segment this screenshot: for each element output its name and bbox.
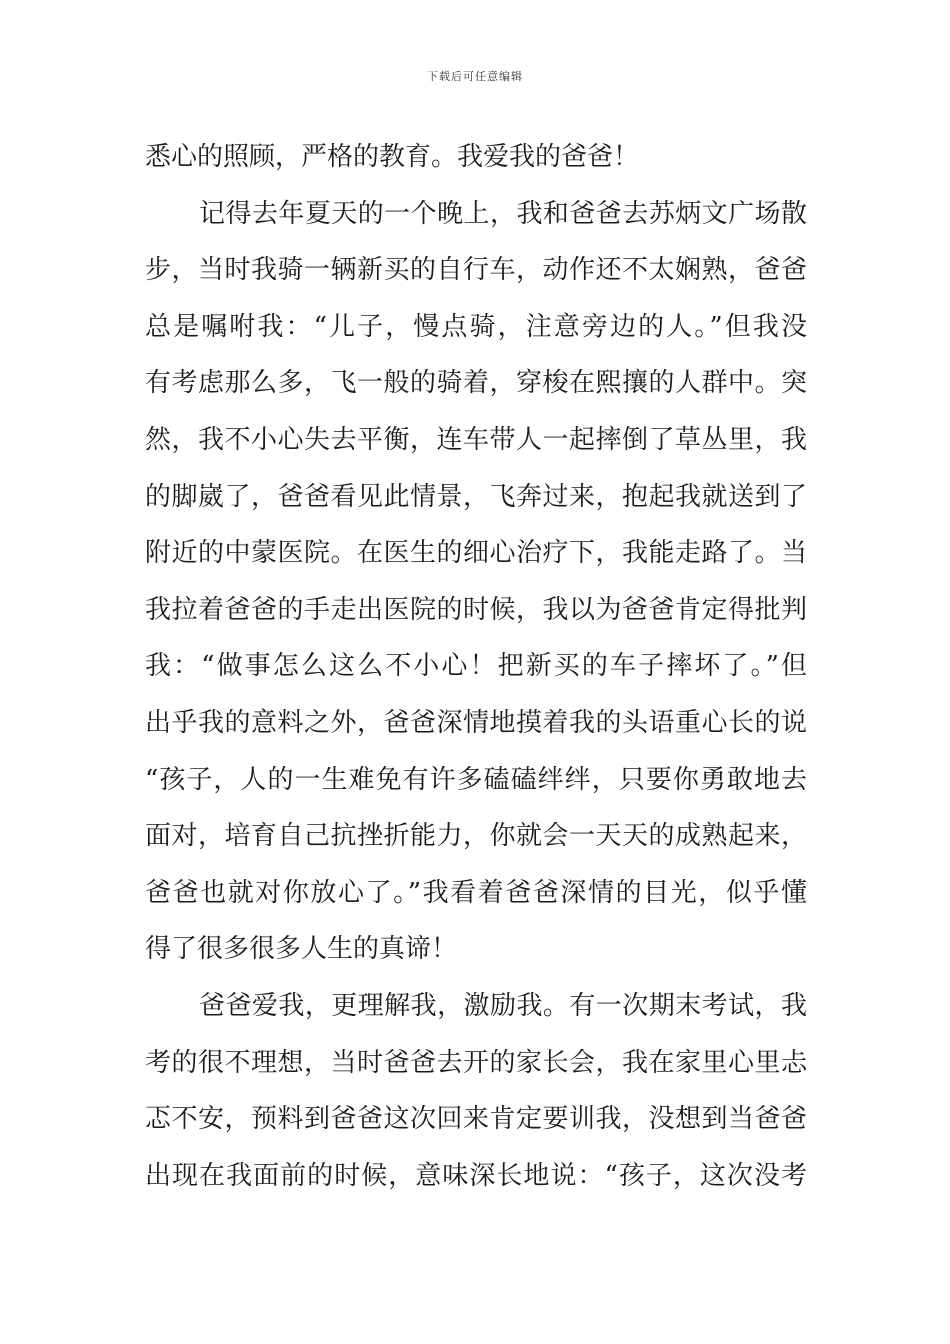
text-line: 步，当时我骑一辆新买的自行车，动作还不太娴熟，爸爸 <box>145 255 807 286</box>
text-line: 得了很多很多人生的真谛！ <box>145 934 458 965</box>
text-line: 附近的中蒙医院。在医生的细心治疗下，我能走路了。当 <box>145 538 807 569</box>
text-line: 我：“做事怎么这么不小心！把新买的车子摔坏了。”但 <box>145 651 807 682</box>
text-line: 我拉着爸爸的手走出医院的时候，我以为爸爸肯定得批判 <box>145 594 807 625</box>
text-line: 然，我不小心失去平衡，连车带人一起摔倒了草丛里，我 <box>145 424 807 455</box>
text-line: 悉心的照顾，严格的教育。我爱我的爸爸！ <box>145 142 640 172</box>
page-header: 下载后可任意编辑 <box>427 70 523 83</box>
text-line: 记得去年夏天的一个晚上，我和爸爸去苏炳文广场散 <box>199 198 807 229</box>
text-line: 总是嘱咐我：“儿子，慢点骑，注意旁边的人。”但我没 <box>145 311 807 342</box>
text-line: 的脚崴了，爸爸看见此情景，飞奔过来，抱起我就送到了 <box>145 481 807 512</box>
text-line: 面对，培育自己抗挫折能力，你就会一天天的成熟起来， <box>145 821 807 852</box>
text-line: 爸爸也就对你放心了。”我看着爸爸深情的目光，似乎懂 <box>145 877 807 908</box>
text-line: 出乎我的意料之外，爸爸深情地摸着我的头语重心长的说 <box>145 707 807 738</box>
text-line: “孩子，人的一生难免有许多磕磕绊绊，只要你勇敢地去 <box>145 764 807 795</box>
text-line: 出现在我面前的时候，意味深长地说：“孩子，这次没考 <box>145 1160 807 1191</box>
body-text <box>145 129 807 1204</box>
text-line: 考的很不理想，当时爸爸去开的家长会，我在家里心里忐 <box>145 1047 807 1078</box>
text-line: 爸爸爱我，更理解我，激励我。有一次期末考试，我 <box>199 990 807 1021</box>
text-line: 有考虑那么多，飞一般的骑着，穿梭在熙攘的人群中。突 <box>145 368 807 399</box>
text-line: 忑不安，预料到爸爸这次回来肯定要训我，没想到当爸爸 <box>145 1104 807 1135</box>
